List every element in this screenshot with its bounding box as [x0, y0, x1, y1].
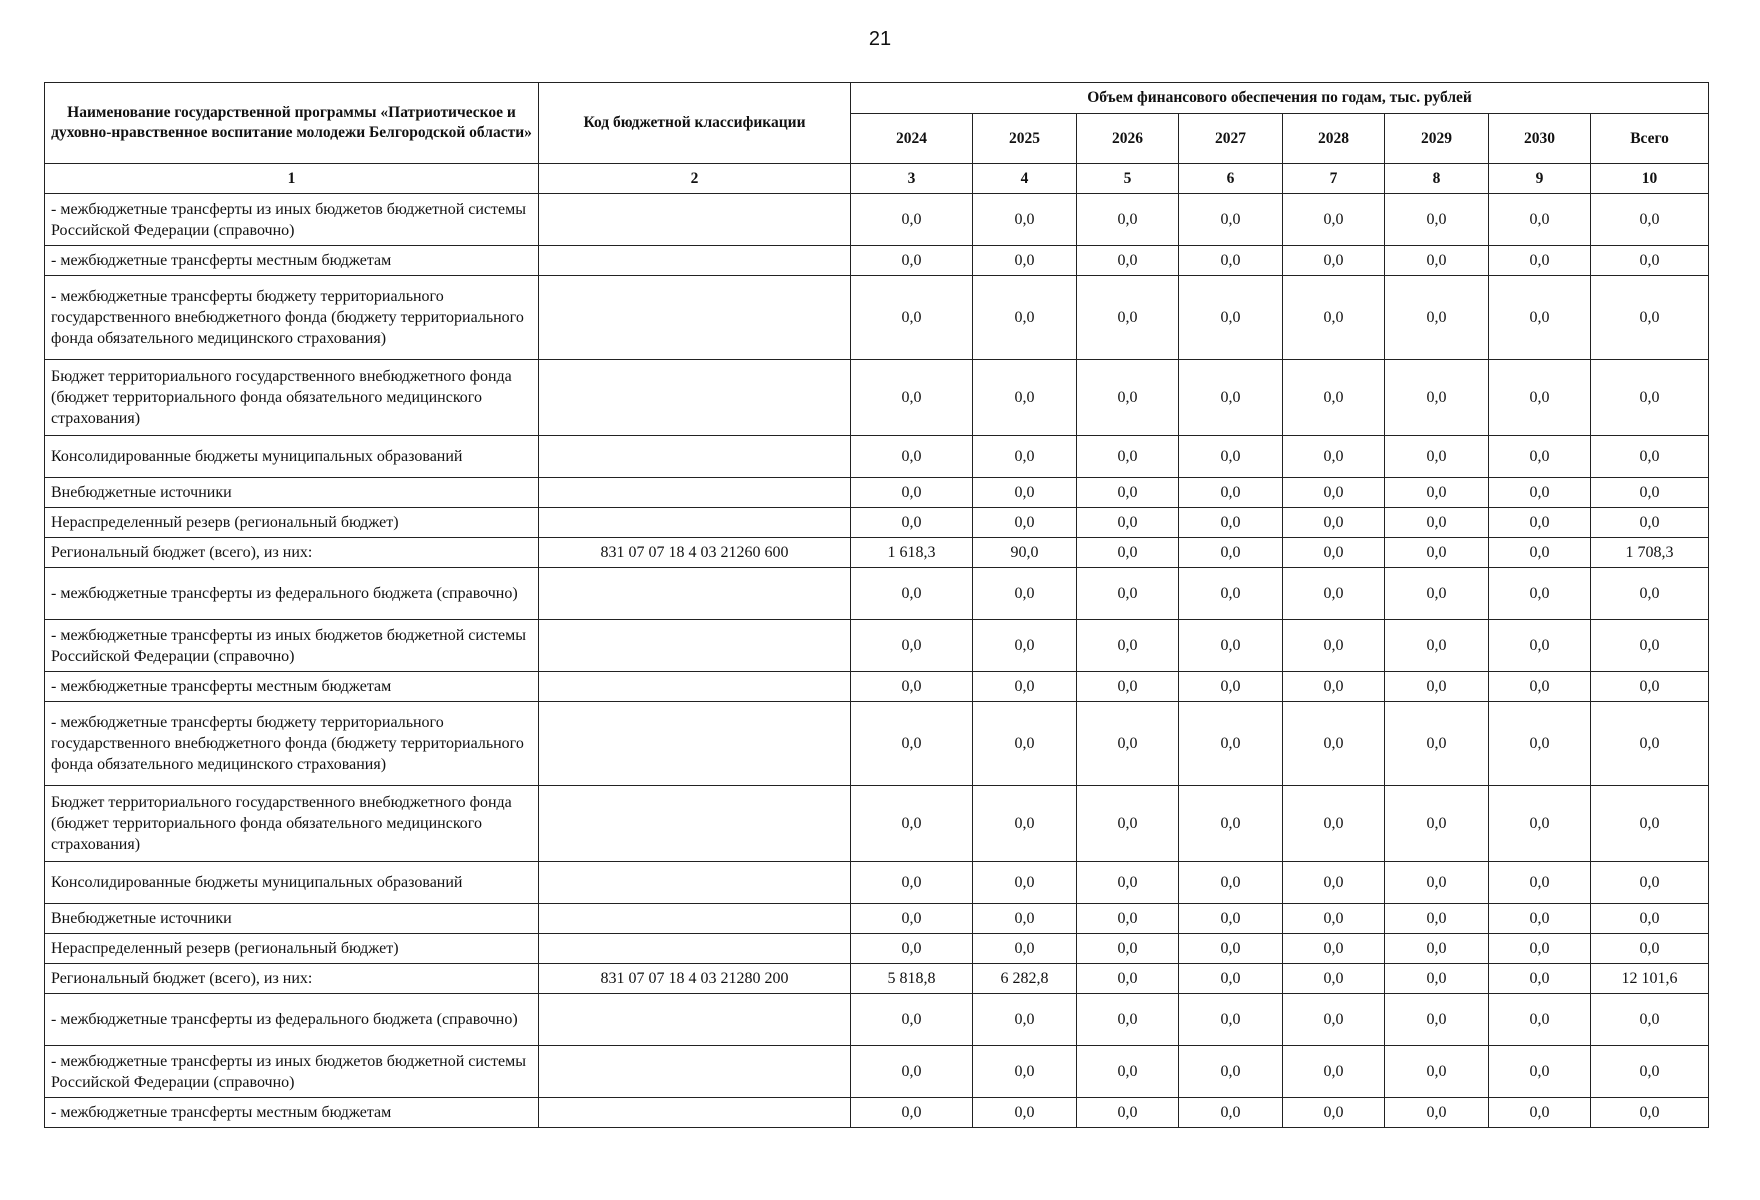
- value-cell: 0,0: [1489, 246, 1591, 276]
- value-cell: 0,0: [851, 672, 973, 702]
- row-label: - межбюджетные трансферты бюджету территориального государственного внебюджетного фонда (бюджету территориального фонда обязательного медицинского страхования): [45, 276, 539, 360]
- value-cell: 0,0: [1385, 508, 1489, 538]
- table-row: [45, 934, 1709, 964]
- value-cell: 0,0: [1179, 194, 1283, 246]
- budget-code-cell: [539, 702, 851, 786]
- value-cell: 0,0: [1077, 904, 1179, 934]
- column-number: 7: [1283, 164, 1385, 194]
- total-cell: 0,0: [1591, 620, 1709, 672]
- table-row: [45, 964, 1709, 994]
- budget-code-cell: [539, 508, 851, 538]
- value-cell: 0,0: [1283, 508, 1385, 538]
- value-cell: 0,0: [1489, 478, 1591, 508]
- value-cell: 0,0: [1385, 786, 1489, 862]
- funding-volume-header: Объем финансового обеспечения по годам, тыс. рублей: [851, 83, 1709, 114]
- budget-code-cell: [539, 672, 851, 702]
- value-cell: 0,0: [973, 508, 1077, 538]
- row-label: Региональный бюджет (всего), из них:: [45, 964, 539, 994]
- year-header: 2026: [1077, 114, 1179, 164]
- value-cell: 0,0: [1179, 538, 1283, 568]
- row-label: Консолидированные бюджеты муниципальных образований: [45, 436, 539, 478]
- value-cell: 0,0: [1077, 994, 1179, 1046]
- total-cell: 0,0: [1591, 276, 1709, 360]
- value-cell: 0,0: [1179, 994, 1283, 1046]
- value-cell: 0,0: [851, 904, 973, 934]
- budget-code-cell: [539, 994, 851, 1046]
- value-cell: 0,0: [1489, 508, 1591, 538]
- budget-code-cell: [539, 1098, 851, 1128]
- value-cell: 0,0: [851, 934, 973, 964]
- column-number: 8: [1385, 164, 1489, 194]
- table-row: [45, 994, 1709, 1046]
- value-cell: 0,0: [1077, 360, 1179, 436]
- value-cell: 0,0: [1489, 194, 1591, 246]
- value-cell: 0,0: [1077, 786, 1179, 862]
- value-cell: 0,0: [1489, 702, 1591, 786]
- value-cell: 0,0: [1283, 904, 1385, 934]
- value-cell: 0,0: [1283, 246, 1385, 276]
- value-cell: 0,0: [1385, 276, 1489, 360]
- value-cell: 0,0: [851, 1098, 973, 1128]
- program-name-header: Наименование государственной программы «Патриотическое и духовно-нравственное воспитание молодежи Белгородской области»: [45, 83, 539, 164]
- value-cell: 0,0: [1385, 934, 1489, 964]
- table-row: [45, 786, 1709, 862]
- row-label: Бюджет территориального государственного внебюджетного фонда (бюджет территориального фонда обязательного медицинского страхования): [45, 360, 539, 436]
- value-cell: 0,0: [1385, 672, 1489, 702]
- value-cell: 0,0: [973, 478, 1077, 508]
- value-cell: 0,0: [851, 1046, 973, 1098]
- value-cell: 0,0: [1385, 436, 1489, 478]
- value-cell: 0,0: [851, 786, 973, 862]
- row-label: - межбюджетные трансферты местным бюджетам: [45, 246, 539, 276]
- value-cell: 0,0: [1489, 1046, 1591, 1098]
- year-header: 2027: [1179, 114, 1283, 164]
- value-cell: 0,0: [851, 994, 973, 1046]
- value-cell: 0,0: [973, 620, 1077, 672]
- table-row: [45, 702, 1709, 786]
- value-cell: 0,0: [1283, 934, 1385, 964]
- value-cell: 0,0: [1283, 994, 1385, 1046]
- row-label: - межбюджетные трансферты местным бюджетам: [45, 1098, 539, 1128]
- table-row: [45, 862, 1709, 904]
- value-cell: 0,0: [1385, 194, 1489, 246]
- value-cell: 0,0: [1179, 786, 1283, 862]
- row-label: - межбюджетные трансферты из федерального бюджета (справочно): [45, 994, 539, 1046]
- value-cell: 0,0: [1385, 862, 1489, 904]
- value-cell: 0,0: [1179, 620, 1283, 672]
- budget-code-cell: 831 07 07 18 4 03 21260 600: [539, 538, 851, 568]
- value-cell: 0,0: [1489, 360, 1591, 436]
- table-row: [45, 508, 1709, 538]
- total-cell: 0,0: [1591, 994, 1709, 1046]
- value-cell: 0,0: [1489, 436, 1591, 478]
- value-cell: 0,0: [851, 276, 973, 360]
- value-cell: 0,0: [1385, 360, 1489, 436]
- value-cell: 0,0: [973, 1046, 1077, 1098]
- value-cell: 0,0: [1283, 436, 1385, 478]
- value-cell: 0,0: [851, 568, 973, 620]
- value-cell: 0,0: [1077, 964, 1179, 994]
- budget-code-cell: [539, 1046, 851, 1098]
- value-cell: 0,0: [1283, 1098, 1385, 1128]
- total-cell: 1 708,3: [1591, 538, 1709, 568]
- budget-code-cell: [539, 786, 851, 862]
- year-header: 2030: [1489, 114, 1591, 164]
- value-cell: 0,0: [1283, 1046, 1385, 1098]
- total-cell: 0,0: [1591, 478, 1709, 508]
- value-cell: 0,0: [1283, 478, 1385, 508]
- value-cell: 0,0: [1385, 994, 1489, 1046]
- value-cell: 0,0: [973, 702, 1077, 786]
- value-cell: 0,0: [1283, 672, 1385, 702]
- column-number: 9: [1489, 164, 1591, 194]
- value-cell: 0,0: [1179, 964, 1283, 994]
- total-cell: 0,0: [1591, 934, 1709, 964]
- table-body: [45, 194, 1709, 1128]
- year-header: 2025: [973, 114, 1077, 164]
- value-cell: 0,0: [1077, 538, 1179, 568]
- budget-code-cell: [539, 246, 851, 276]
- value-cell: 0,0: [1179, 508, 1283, 538]
- value-cell: 0,0: [1489, 672, 1591, 702]
- total-cell: 0,0: [1591, 1098, 1709, 1128]
- value-cell: 0,0: [973, 1098, 1077, 1128]
- value-cell: 0,0: [1385, 538, 1489, 568]
- table-row: [45, 620, 1709, 672]
- value-cell: 0,0: [851, 862, 973, 904]
- total-cell: 0,0: [1591, 194, 1709, 246]
- value-cell: 0,0: [1179, 1098, 1283, 1128]
- value-cell: 0,0: [973, 436, 1077, 478]
- value-cell: 0,0: [1489, 904, 1591, 934]
- budget-code-cell: [539, 360, 851, 436]
- row-label: - межбюджетные трансферты из иных бюджетов бюджетной системы Российской Федерации (справочно): [45, 620, 539, 672]
- value-cell: 0,0: [1179, 904, 1283, 934]
- value-cell: 0,0: [1077, 1098, 1179, 1128]
- value-cell: 0,0: [973, 360, 1077, 436]
- column-number: 2: [539, 164, 851, 194]
- value-cell: 0,0: [1283, 194, 1385, 246]
- total-cell: 12 101,6: [1591, 964, 1709, 994]
- value-cell: 0,0: [1077, 1046, 1179, 1098]
- column-number: 5: [1077, 164, 1179, 194]
- value-cell: 0,0: [1283, 862, 1385, 904]
- budget-code-cell: [539, 568, 851, 620]
- total-cell: 0,0: [1591, 568, 1709, 620]
- row-label: Нераспределенный резерв (региональный бюджет): [45, 934, 539, 964]
- table-row: [45, 672, 1709, 702]
- value-cell: 0,0: [1179, 934, 1283, 964]
- value-cell: 0,0: [1489, 786, 1591, 862]
- value-cell: 0,0: [973, 862, 1077, 904]
- budget-code-cell: [539, 436, 851, 478]
- value-cell: 0,0: [1179, 702, 1283, 786]
- page-number: 21: [868, 28, 892, 50]
- value-cell: 0,0: [1489, 568, 1591, 620]
- table-row: [45, 904, 1709, 934]
- value-cell: 0,0: [851, 436, 973, 478]
- value-cell: 0,0: [1385, 964, 1489, 994]
- value-cell: 0,0: [1283, 360, 1385, 436]
- value-cell: 0,0: [1283, 702, 1385, 786]
- value-cell: 0,0: [1179, 276, 1283, 360]
- value-cell: 0,0: [973, 672, 1077, 702]
- budget-code-cell: [539, 276, 851, 360]
- year-header: 2024: [851, 114, 973, 164]
- value-cell: 0,0: [1077, 194, 1179, 246]
- value-cell: 6 282,8: [973, 964, 1077, 994]
- table-row: [45, 436, 1709, 478]
- year-header: 2029: [1385, 114, 1489, 164]
- value-cell: 0,0: [1385, 568, 1489, 620]
- table-row: [45, 194, 1709, 246]
- budget-table: [44, 82, 1709, 1128]
- value-cell: 0,0: [1489, 964, 1591, 994]
- value-cell: 0,0: [1179, 672, 1283, 702]
- value-cell: 0,0: [1283, 568, 1385, 620]
- total-cell: 0,0: [1591, 702, 1709, 786]
- total-header: Всего: [1591, 114, 1709, 164]
- value-cell: 0,0: [1385, 702, 1489, 786]
- table-row: [45, 568, 1709, 620]
- value-cell: 0,0: [1385, 904, 1489, 934]
- column-number: 10: [1591, 164, 1709, 194]
- row-label: Консолидированные бюджеты муниципальных образований: [45, 862, 539, 904]
- value-cell: 0,0: [1179, 568, 1283, 620]
- budget-code-cell: [539, 478, 851, 508]
- value-cell: 5 818,8: [851, 964, 973, 994]
- value-cell: 0,0: [973, 994, 1077, 1046]
- value-cell: 0,0: [851, 360, 973, 436]
- value-cell: 0,0: [1179, 1046, 1283, 1098]
- value-cell: 0,0: [973, 194, 1077, 246]
- value-cell: 90,0: [973, 538, 1077, 568]
- value-cell: 0,0: [1283, 538, 1385, 568]
- value-cell: 0,0: [1077, 568, 1179, 620]
- total-cell: 0,0: [1591, 360, 1709, 436]
- value-cell: 0,0: [1179, 862, 1283, 904]
- value-cell: 0,0: [851, 620, 973, 672]
- value-cell: 0,0: [1489, 276, 1591, 360]
- row-label: Внебюджетные источники: [45, 904, 539, 934]
- value-cell: 0,0: [973, 934, 1077, 964]
- column-number: 4: [973, 164, 1077, 194]
- row-label: Нераспределенный резерв (региональный бюджет): [45, 508, 539, 538]
- value-cell: 0,0: [1385, 620, 1489, 672]
- column-number: 6: [1179, 164, 1283, 194]
- value-cell: 0,0: [1077, 508, 1179, 538]
- value-cell: 0,0: [1489, 934, 1591, 964]
- value-cell: 0,0: [1077, 436, 1179, 478]
- value-cell: 0,0: [973, 568, 1077, 620]
- value-cell: 1 618,3: [851, 538, 973, 568]
- total-cell: 0,0: [1591, 436, 1709, 478]
- value-cell: 0,0: [1077, 276, 1179, 360]
- row-label: - межбюджетные трансферты из иных бюджетов бюджетной системы Российской Федерации (справочно): [45, 194, 539, 246]
- budget-code-cell: [539, 934, 851, 964]
- year-header: 2028: [1283, 114, 1385, 164]
- value-cell: 0,0: [851, 508, 973, 538]
- value-cell: 0,0: [1283, 276, 1385, 360]
- column-number: 1: [45, 164, 539, 194]
- value-cell: 0,0: [973, 786, 1077, 862]
- value-cell: 0,0: [1077, 246, 1179, 276]
- value-cell: 0,0: [1385, 1098, 1489, 1128]
- value-cell: 0,0: [851, 702, 973, 786]
- total-cell: 0,0: [1591, 786, 1709, 862]
- row-label: - межбюджетные трансферты местным бюджетам: [45, 672, 539, 702]
- value-cell: 0,0: [1385, 1046, 1489, 1098]
- row-label: - межбюджетные трансферты бюджету территориального государственного внебюджетного фонда (бюджету территориального фонда обязательного медицинского страхования): [45, 702, 539, 786]
- value-cell: 0,0: [973, 246, 1077, 276]
- value-cell: 0,0: [1489, 620, 1591, 672]
- total-cell: 0,0: [1591, 508, 1709, 538]
- value-cell: 0,0: [973, 276, 1077, 360]
- value-cell: 0,0: [1179, 478, 1283, 508]
- total-cell: 0,0: [1591, 672, 1709, 702]
- value-cell: 0,0: [973, 904, 1077, 934]
- budget-code-cell: [539, 862, 851, 904]
- value-cell: 0,0: [851, 246, 973, 276]
- value-cell: 0,0: [851, 478, 973, 508]
- row-label: - межбюджетные трансферты из иных бюджетов бюджетной системы Российской Федерации (справочно): [45, 1046, 539, 1098]
- total-cell: 0,0: [1591, 862, 1709, 904]
- value-cell: 0,0: [1077, 672, 1179, 702]
- budget-code-header: Код бюджетной классификации: [539, 83, 851, 164]
- value-cell: 0,0: [1179, 246, 1283, 276]
- budget-code-cell: [539, 620, 851, 672]
- total-cell: 0,0: [1591, 1046, 1709, 1098]
- value-cell: 0,0: [1489, 538, 1591, 568]
- table-row: [45, 478, 1709, 508]
- table-row: [45, 538, 1709, 568]
- total-cell: 0,0: [1591, 904, 1709, 934]
- row-label: - межбюджетные трансферты из федерального бюджета (справочно): [45, 568, 539, 620]
- budget-code-cell: 831 07 07 18 4 03 21280 200: [539, 964, 851, 994]
- value-cell: 0,0: [1179, 360, 1283, 436]
- value-cell: 0,0: [851, 194, 973, 246]
- table-row: [45, 1098, 1709, 1128]
- row-label: Бюджет территориального государственного внебюджетного фонда (бюджет территориального фонда обязательного медицинского страхования): [45, 786, 539, 862]
- value-cell: 0,0: [1283, 964, 1385, 994]
- value-cell: 0,0: [1077, 620, 1179, 672]
- value-cell: 0,0: [1385, 246, 1489, 276]
- value-cell: 0,0: [1077, 478, 1179, 508]
- table-row: [45, 360, 1709, 436]
- value-cell: 0,0: [1489, 994, 1591, 1046]
- value-cell: 0,0: [1077, 934, 1179, 964]
- table-row: [45, 1046, 1709, 1098]
- value-cell: 0,0: [1283, 786, 1385, 862]
- value-cell: 0,0: [1077, 862, 1179, 904]
- value-cell: 0,0: [1489, 1098, 1591, 1128]
- value-cell: 0,0: [1385, 478, 1489, 508]
- value-cell: 0,0: [1179, 436, 1283, 478]
- table-row: [45, 276, 1709, 360]
- value-cell: 0,0: [1077, 702, 1179, 786]
- total-cell: 0,0: [1591, 246, 1709, 276]
- row-label: Внебюджетные источники: [45, 478, 539, 508]
- budget-code-cell: [539, 904, 851, 934]
- column-number: 3: [851, 164, 973, 194]
- budget-code-cell: [539, 194, 851, 246]
- table-row: [45, 246, 1709, 276]
- value-cell: 0,0: [1489, 862, 1591, 904]
- value-cell: 0,0: [1283, 620, 1385, 672]
- row-label: Региональный бюджет (всего), из них:: [45, 538, 539, 568]
